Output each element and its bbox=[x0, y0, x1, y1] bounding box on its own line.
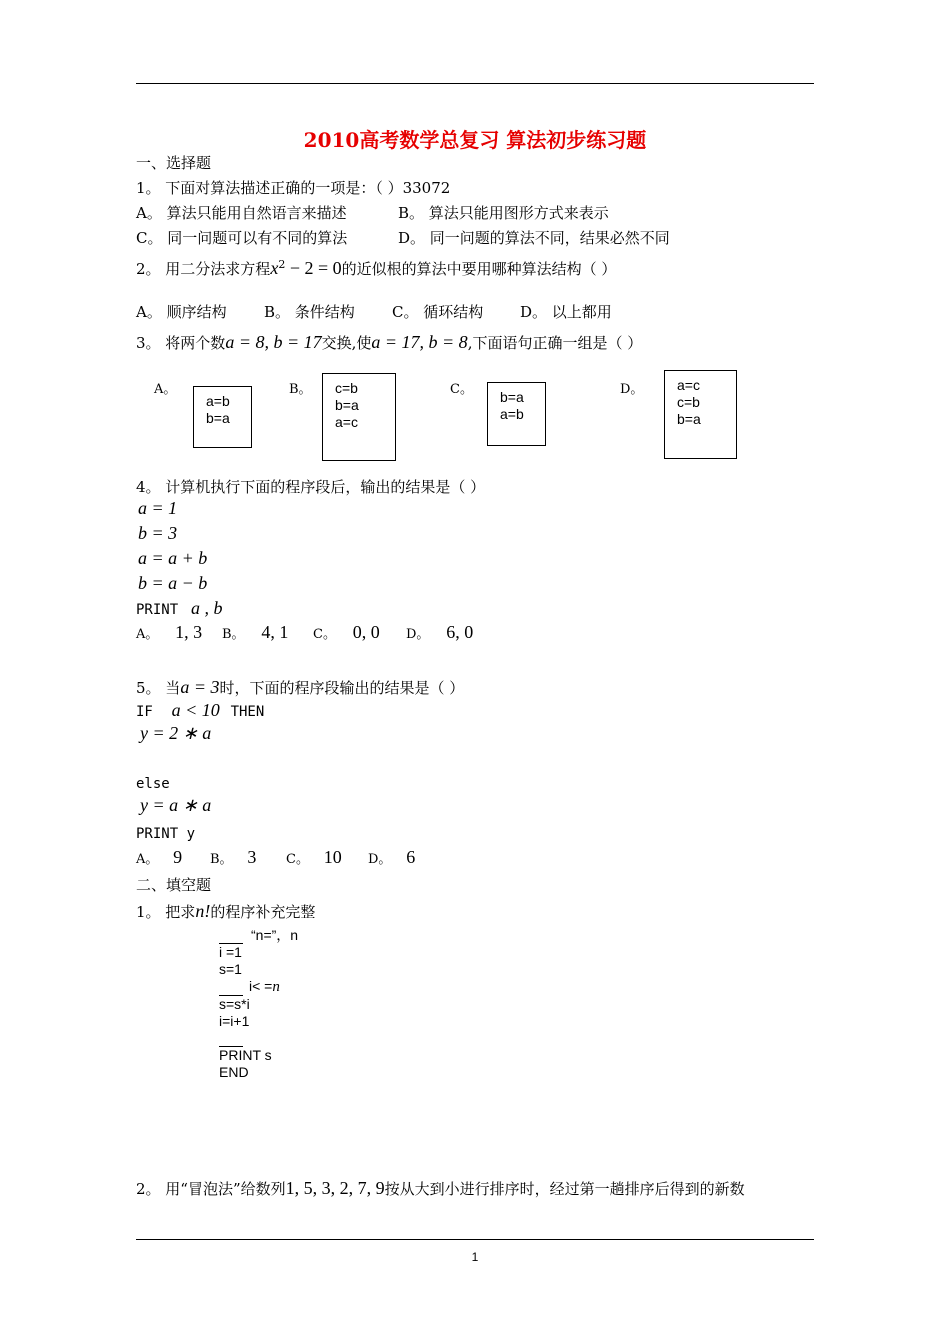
q4-print bbox=[136, 598, 222, 619]
q5-if-keyword: IF bbox=[136, 704, 153, 720]
f1-line-3: s=1 bbox=[219, 961, 242, 977]
q3-math-1: a = 8, b = 17 bbox=[225, 332, 322, 352]
f1-line-9: END bbox=[219, 1064, 249, 1080]
page-title: 2010高考数学总复习 算法初步练习题 bbox=[303, 128, 647, 152]
header-rule bbox=[136, 83, 814, 84]
q5-option-d-value: 6 bbox=[406, 847, 416, 867]
q3-mid: 交换,使 bbox=[321, 334, 372, 352]
q5-option-a bbox=[136, 847, 182, 868]
q2-option-d: D。 以上都用 bbox=[520, 303, 612, 321]
f1-program bbox=[219, 927, 298, 1081]
section-heading-choice: 一、选择题 bbox=[136, 154, 212, 172]
q5-option-c-label: C。 bbox=[286, 852, 309, 867]
q5-else-keyword: else bbox=[136, 776, 170, 792]
q5-print: PRINT y bbox=[136, 826, 196, 842]
f1-number: 1。 把求 bbox=[136, 903, 196, 921]
q5-option-b bbox=[210, 847, 256, 868]
q4-option-d-value: 6, 0 bbox=[446, 622, 474, 642]
f1-line-8: PRINT s bbox=[219, 1047, 272, 1063]
f1-line-4-n: n bbox=[272, 979, 280, 995]
q2-option-a: A。 顺序结构 bbox=[136, 303, 227, 321]
f2-stem bbox=[136, 1178, 745, 1199]
q2-option-b: B。 条件结构 bbox=[264, 303, 355, 321]
q3-math-2: a = 17, b = 8 bbox=[371, 332, 468, 352]
q3-box-c bbox=[487, 382, 546, 446]
q2-number: 2。 用二分法求方程 bbox=[136, 260, 271, 278]
q4-option-c-value: 0, 0 bbox=[352, 622, 380, 642]
q3-label-a: A。 bbox=[154, 382, 177, 397]
q4-option-d-label: D。 bbox=[406, 627, 430, 642]
q5-option-a-label: A。 bbox=[136, 852, 159, 867]
q4-option-b-label: B。 bbox=[222, 627, 245, 642]
q5-cond: a = 3 bbox=[180, 677, 220, 697]
f1-blank-3[interactable] bbox=[219, 1031, 243, 1047]
q5-option-b-label: B。 bbox=[210, 852, 233, 867]
q3-code-a: a=b b=a bbox=[206, 393, 230, 426]
page-number: 1 bbox=[471, 1250, 479, 1264]
q5-option-d bbox=[368, 847, 415, 868]
q4-line-1: a = 1 bbox=[138, 498, 178, 518]
q1-option-b: B。 算法只能用图形方式来表示 bbox=[398, 204, 609, 222]
q3-box-d bbox=[664, 370, 737, 459]
q4-option-c bbox=[313, 622, 380, 643]
q4-line-4: b = a − b bbox=[138, 573, 208, 593]
q4-option-d bbox=[406, 622, 473, 643]
q5-then-keyword: THEN bbox=[230, 704, 265, 720]
q3-label-c: C。 bbox=[450, 382, 473, 397]
footer-rule bbox=[136, 1239, 814, 1240]
f1-blank-1[interactable] bbox=[219, 928, 243, 944]
f1-line-4-text: i< = bbox=[249, 978, 273, 994]
q3-tail: ,下面语句正确一组是（ ） bbox=[467, 334, 643, 352]
q4-option-b bbox=[222, 622, 288, 643]
q2-stem bbox=[136, 258, 616, 279]
q5-option-d-label: D。 bbox=[368, 852, 392, 867]
q3-number: 3。 将两个数 bbox=[136, 334, 226, 352]
f1-line-1 bbox=[219, 927, 298, 944]
q5-option-c bbox=[286, 847, 342, 868]
q5-y-assign-1: y = 2 ∗ a bbox=[140, 723, 212, 743]
q3-label-b: B。 bbox=[289, 382, 312, 397]
q4-line-3: a = a + b bbox=[138, 548, 208, 568]
q4-stem: 4。 计算机执行下面的程序段后，输出的结果是（ ） bbox=[136, 478, 486, 496]
q3-label-d: D。 bbox=[620, 382, 644, 397]
q5-number: 5。 当 bbox=[136, 679, 181, 697]
q4-option-a-value: 1, 3 bbox=[175, 622, 203, 642]
f1-line-5: s=s*i bbox=[219, 996, 250, 1012]
q3-box-b bbox=[322, 373, 396, 461]
q5-stem bbox=[136, 677, 464, 698]
q4-option-a bbox=[136, 622, 202, 643]
q2-tail: 的近似根的算法中要用哪种算法结构（ ） bbox=[341, 260, 617, 278]
q5-if-line bbox=[136, 700, 264, 721]
q4-option-c-label: C。 bbox=[313, 627, 336, 642]
q4-option-b-value: 4, 1 bbox=[261, 622, 289, 642]
q4-print-args: a , b bbox=[190, 598, 223, 618]
q3-box-a bbox=[193, 386, 252, 448]
q2-option-c: C。 循环结构 bbox=[392, 303, 484, 321]
q5-y-assign-2: y = a ∗ a bbox=[140, 795, 212, 815]
q2-equation-rest: − 2 = 0 bbox=[285, 258, 342, 278]
f1-line-7 bbox=[219, 1030, 298, 1047]
q2-equation-var: x bbox=[270, 258, 279, 278]
f1-line-4 bbox=[219, 978, 298, 996]
f1-n-factorial: n! bbox=[195, 901, 211, 921]
f1-tail: 的程序补充完整 bbox=[210, 903, 316, 921]
q3-code-d: a=c c=b b=a bbox=[677, 377, 701, 427]
q5-option-b-value: 3 bbox=[247, 847, 257, 867]
section-heading-fill: 二、填空题 bbox=[136, 876, 212, 894]
q5-option-c-value: 10 bbox=[323, 847, 342, 867]
q1-option-c: C。 同一问题可以有不同的算法 bbox=[136, 229, 348, 247]
q1-stem: 1。 下面对算法描述正确的一项是：（ ）33072 bbox=[136, 179, 451, 197]
q4-option-a-label: A。 bbox=[136, 627, 159, 642]
q4-line-2: b = 3 bbox=[138, 523, 178, 543]
q3-stem bbox=[136, 332, 642, 353]
q5-if-cond: a < 10 bbox=[171, 700, 220, 720]
f1-blank-2[interactable] bbox=[219, 980, 243, 996]
q2-equation-exp: 2 bbox=[278, 258, 286, 271]
f1-stem bbox=[136, 901, 315, 922]
q5-option-a-value: 9 bbox=[173, 847, 183, 867]
q1-option-a: A。 算法只能用自然语言来描述 bbox=[136, 204, 347, 222]
q4-print-keyword: PRINT bbox=[136, 602, 179, 618]
q1-option-d: D。 同一问题的算法不同，结果必然不同 bbox=[398, 229, 670, 247]
f1-line-1-text: “n=”，n bbox=[251, 927, 299, 943]
f2-sequence: 1, 5, 3, 2, 7, 9 bbox=[285, 1178, 385, 1198]
f1-line-2: i =1 bbox=[219, 944, 242, 960]
q5-tail: 时，下面的程序段输出的结果是（ ） bbox=[219, 679, 465, 697]
f2-tail: 按从大到小进行排序时，经过第一趟排序后得到的新数 bbox=[384, 1180, 745, 1198]
f2-number: 2。 用“冒泡法”给数列 bbox=[136, 1180, 286, 1198]
q3-code-c: b=a a=b bbox=[500, 389, 524, 422]
f1-line-6: i=i+1 bbox=[219, 1013, 250, 1029]
q3-code-b: c=b b=a a=c bbox=[335, 380, 359, 430]
